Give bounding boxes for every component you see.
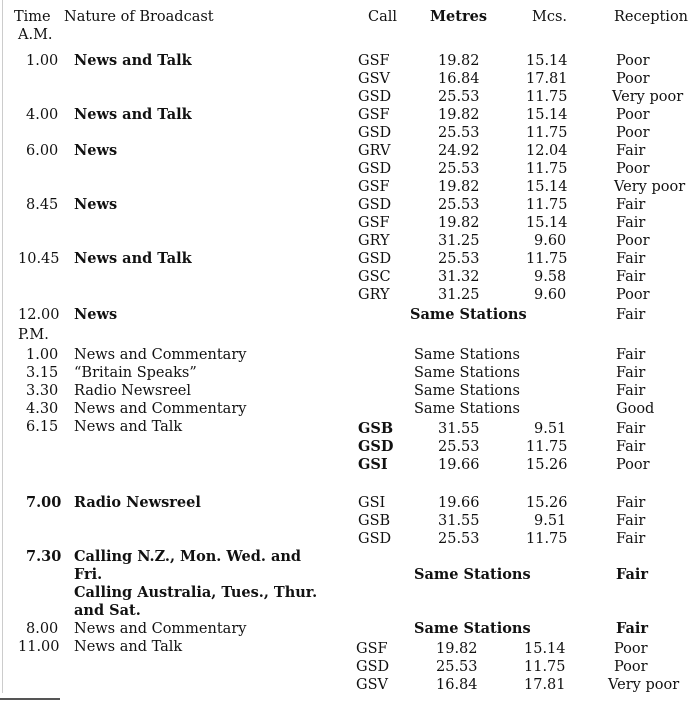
cell-mcs: 9.51 bbox=[534, 513, 567, 529]
cell-reception: Fair bbox=[616, 307, 646, 323]
cell-call: GSF bbox=[358, 53, 390, 69]
cell-mcs: 11.75 bbox=[526, 439, 568, 455]
cell-call: GSF bbox=[358, 107, 390, 123]
cell-mcs: 15.14 bbox=[526, 179, 568, 195]
header-reception: Reception bbox=[614, 9, 689, 25]
cell-mcs: 15.14 bbox=[526, 53, 568, 69]
cell-call: GSB bbox=[358, 513, 391, 529]
cell-reception: Fair bbox=[616, 620, 649, 637]
cell-call: GSF bbox=[356, 641, 388, 657]
cell-mcs: 15.14 bbox=[526, 107, 568, 123]
cell-call: GRY bbox=[358, 287, 390, 303]
cell-mcs: 11.75 bbox=[526, 251, 568, 267]
cell-metres: 19.82 bbox=[438, 53, 480, 69]
cell-metres: 19.82 bbox=[438, 215, 480, 231]
cell-call: GRV bbox=[358, 143, 391, 159]
cell-reception: Fair bbox=[616, 421, 646, 437]
cell-metres: 25.53 bbox=[438, 125, 480, 141]
cell-mcs: 11.75 bbox=[524, 659, 566, 675]
cell-call: GSD bbox=[358, 89, 392, 105]
cell-nature: News bbox=[74, 196, 118, 213]
cell-nature: News and Commentary bbox=[74, 401, 247, 417]
cell-time: 6.00 bbox=[26, 143, 59, 159]
cell-time: 6.15 bbox=[26, 419, 59, 435]
cell-mcs: 17.81 bbox=[526, 71, 568, 87]
cell-mcs: 11.75 bbox=[526, 197, 568, 213]
cell-time: 4.30 bbox=[26, 401, 59, 417]
cell-reception: Fair bbox=[616, 143, 646, 159]
cell-call: GSV bbox=[356, 677, 388, 693]
cell-metres: 25.53 bbox=[438, 251, 480, 267]
cell-nature: News and Talk bbox=[74, 52, 192, 69]
bottom-rule bbox=[0, 698, 60, 700]
cell-reception: Fair bbox=[616, 383, 646, 399]
cell-time: 8.45 bbox=[26, 197, 59, 213]
header-metres: Metres bbox=[430, 8, 488, 25]
header-mcs: Mcs. bbox=[532, 9, 568, 25]
cell-time: 8.00 bbox=[26, 621, 59, 637]
cell-reception: Poor bbox=[614, 641, 648, 657]
cell-nature: News and Talk bbox=[74, 250, 192, 267]
cell-mcs: 11.75 bbox=[526, 531, 568, 547]
cell-same-stations: Same Stations bbox=[414, 347, 520, 363]
cell-reception: Poor bbox=[616, 125, 650, 141]
cell-reception: Very poor bbox=[608, 677, 680, 693]
header-nature: Nature of Broadcast bbox=[64, 9, 214, 25]
cell-mcs: 15.26 bbox=[526, 495, 568, 511]
cell-call: GSD bbox=[358, 125, 392, 141]
cell-reception: Poor bbox=[616, 233, 650, 249]
cell-metres: 19.82 bbox=[436, 641, 478, 657]
cell-call: GSD bbox=[356, 659, 390, 675]
cell-time: 1.00 bbox=[26, 347, 59, 363]
cell-call: GSC bbox=[358, 269, 391, 285]
cell-metres: 31.25 bbox=[438, 233, 480, 249]
cell-metres: 25.53 bbox=[438, 197, 480, 213]
cell-metres: 31.55 bbox=[438, 421, 480, 437]
cell-nature: News and Commentary bbox=[74, 621, 247, 637]
cell-mcs: 11.75 bbox=[526, 125, 568, 141]
cell-reception: Poor bbox=[616, 287, 650, 303]
cell-nature: News bbox=[74, 142, 118, 159]
header-time: Time bbox=[14, 9, 51, 25]
cell-reception: Very poor bbox=[612, 89, 684, 105]
cell-nature: “Britain Speaks” bbox=[74, 365, 197, 381]
cell-metres: 25.53 bbox=[436, 659, 478, 675]
cell-metres: 31.25 bbox=[438, 287, 480, 303]
cell-reception: Fair bbox=[616, 269, 646, 285]
cell-nature: News and Talk bbox=[74, 639, 183, 655]
cell-nature: News and Talk bbox=[74, 106, 192, 123]
cell-call: GSD bbox=[358, 161, 392, 177]
cell-time: 3.30 bbox=[26, 383, 59, 399]
cell-reception: Fair bbox=[616, 495, 646, 511]
cell-metres: 19.82 bbox=[438, 179, 480, 195]
section-pm: P.M. bbox=[18, 327, 49, 343]
cell-mcs: 11.75 bbox=[526, 89, 568, 105]
cell-call: GSI bbox=[358, 456, 388, 473]
cell-metres: 19.66 bbox=[438, 495, 480, 511]
cell-nature: Radio Newsreel bbox=[74, 383, 192, 399]
cell-time: 10.45 bbox=[18, 251, 60, 267]
cell-metres: 31.32 bbox=[438, 269, 480, 285]
cell-reception: Poor bbox=[616, 71, 650, 87]
cell-nature: News and Talk bbox=[74, 419, 183, 435]
section-am: A.M. bbox=[18, 27, 53, 43]
cell-same-stations: Same Stations bbox=[414, 401, 520, 417]
cell-same-stations: Same Stations bbox=[414, 365, 520, 381]
cell-mcs: 17.81 bbox=[524, 677, 566, 693]
cell-same-stations: Same Stations bbox=[414, 566, 531, 583]
header-call: Call bbox=[368, 9, 398, 25]
left-margin-rule bbox=[2, 0, 3, 693]
cell-same-stations: Same Stations bbox=[410, 306, 527, 323]
cell-time: 11.00 bbox=[18, 639, 60, 655]
cell-reception: Good bbox=[616, 401, 655, 417]
cell-mcs: 9.60 bbox=[534, 233, 567, 249]
cell-time: 3.15 bbox=[26, 365, 59, 381]
cell-nature: Calling Australia, Tues., Thur. bbox=[74, 584, 318, 601]
cell-metres: 25.53 bbox=[438, 89, 480, 105]
cell-reception: Fair bbox=[616, 365, 646, 381]
cell-metres: 19.82 bbox=[438, 107, 480, 123]
cell-mcs: 9.51 bbox=[534, 421, 567, 437]
cell-metres: 25.53 bbox=[438, 531, 480, 547]
cell-mcs: 9.58 bbox=[534, 269, 567, 285]
cell-reception: Fair bbox=[616, 566, 649, 583]
cell-metres: 16.84 bbox=[438, 71, 480, 87]
cell-metres: 25.53 bbox=[438, 161, 480, 177]
cell-reception: Fair bbox=[616, 347, 646, 363]
cell-metres: 25.53 bbox=[438, 439, 480, 455]
cell-nature: Radio Newsreel bbox=[74, 494, 201, 511]
cell-call: GSI bbox=[358, 495, 386, 511]
cell-reception: Poor bbox=[616, 161, 650, 177]
cell-call: GSF bbox=[358, 215, 390, 231]
cell-same-stations: Same Stations bbox=[414, 620, 531, 637]
cell-mcs: 11.75 bbox=[526, 161, 568, 177]
cell-mcs: 12.04 bbox=[526, 143, 568, 159]
cell-metres: 16.84 bbox=[436, 677, 478, 693]
cell-reception: Poor bbox=[616, 107, 650, 123]
cell-call: GSB bbox=[358, 420, 394, 437]
cell-time: 1.00 bbox=[26, 53, 59, 69]
cell-call: GSD bbox=[358, 197, 392, 213]
cell-nature: News bbox=[74, 306, 118, 323]
cell-time: 4.00 bbox=[26, 107, 59, 123]
cell-reception: Fair bbox=[616, 197, 646, 213]
cell-time: 7.00 bbox=[26, 494, 62, 511]
cell-reception: Fair bbox=[616, 215, 646, 231]
cell-reception: Fair bbox=[616, 439, 646, 455]
cell-nature: Calling N.Z., Mon. Wed. and bbox=[74, 548, 302, 565]
cell-nature-continued: Fri. bbox=[74, 566, 103, 583]
cell-mcs: 9.60 bbox=[534, 287, 567, 303]
cell-call: GSD bbox=[358, 438, 394, 455]
cell-same-stations: Same Stations bbox=[414, 383, 520, 399]
cell-call: GSD bbox=[358, 251, 392, 267]
cell-metres: 31.55 bbox=[438, 513, 480, 529]
cell-nature-continued: and Sat. bbox=[74, 602, 141, 619]
cell-call: GSD bbox=[358, 531, 392, 547]
cell-mcs: 15.26 bbox=[526, 457, 568, 473]
cell-metres: 24.92 bbox=[438, 143, 480, 159]
cell-nature: News and Commentary bbox=[74, 347, 247, 363]
cell-mcs: 15.14 bbox=[526, 215, 568, 231]
cell-reception: Poor bbox=[616, 53, 650, 69]
cell-reception: Fair bbox=[616, 513, 646, 529]
cell-time: 7.30 bbox=[26, 548, 62, 565]
cell-call: GSF bbox=[358, 179, 390, 195]
cell-mcs: 15.14 bbox=[524, 641, 566, 657]
cell-reception: Poor bbox=[616, 457, 650, 473]
cell-reception: Fair bbox=[616, 531, 646, 547]
cell-call: GRY bbox=[358, 233, 390, 249]
cell-reception: Fair bbox=[616, 251, 646, 267]
cell-reception: Poor bbox=[614, 659, 648, 675]
cell-call: GSV bbox=[358, 71, 390, 87]
cell-metres: 19.66 bbox=[438, 457, 480, 473]
cell-time: 12.00 bbox=[18, 307, 60, 323]
cell-reception: Very poor bbox=[614, 179, 686, 195]
